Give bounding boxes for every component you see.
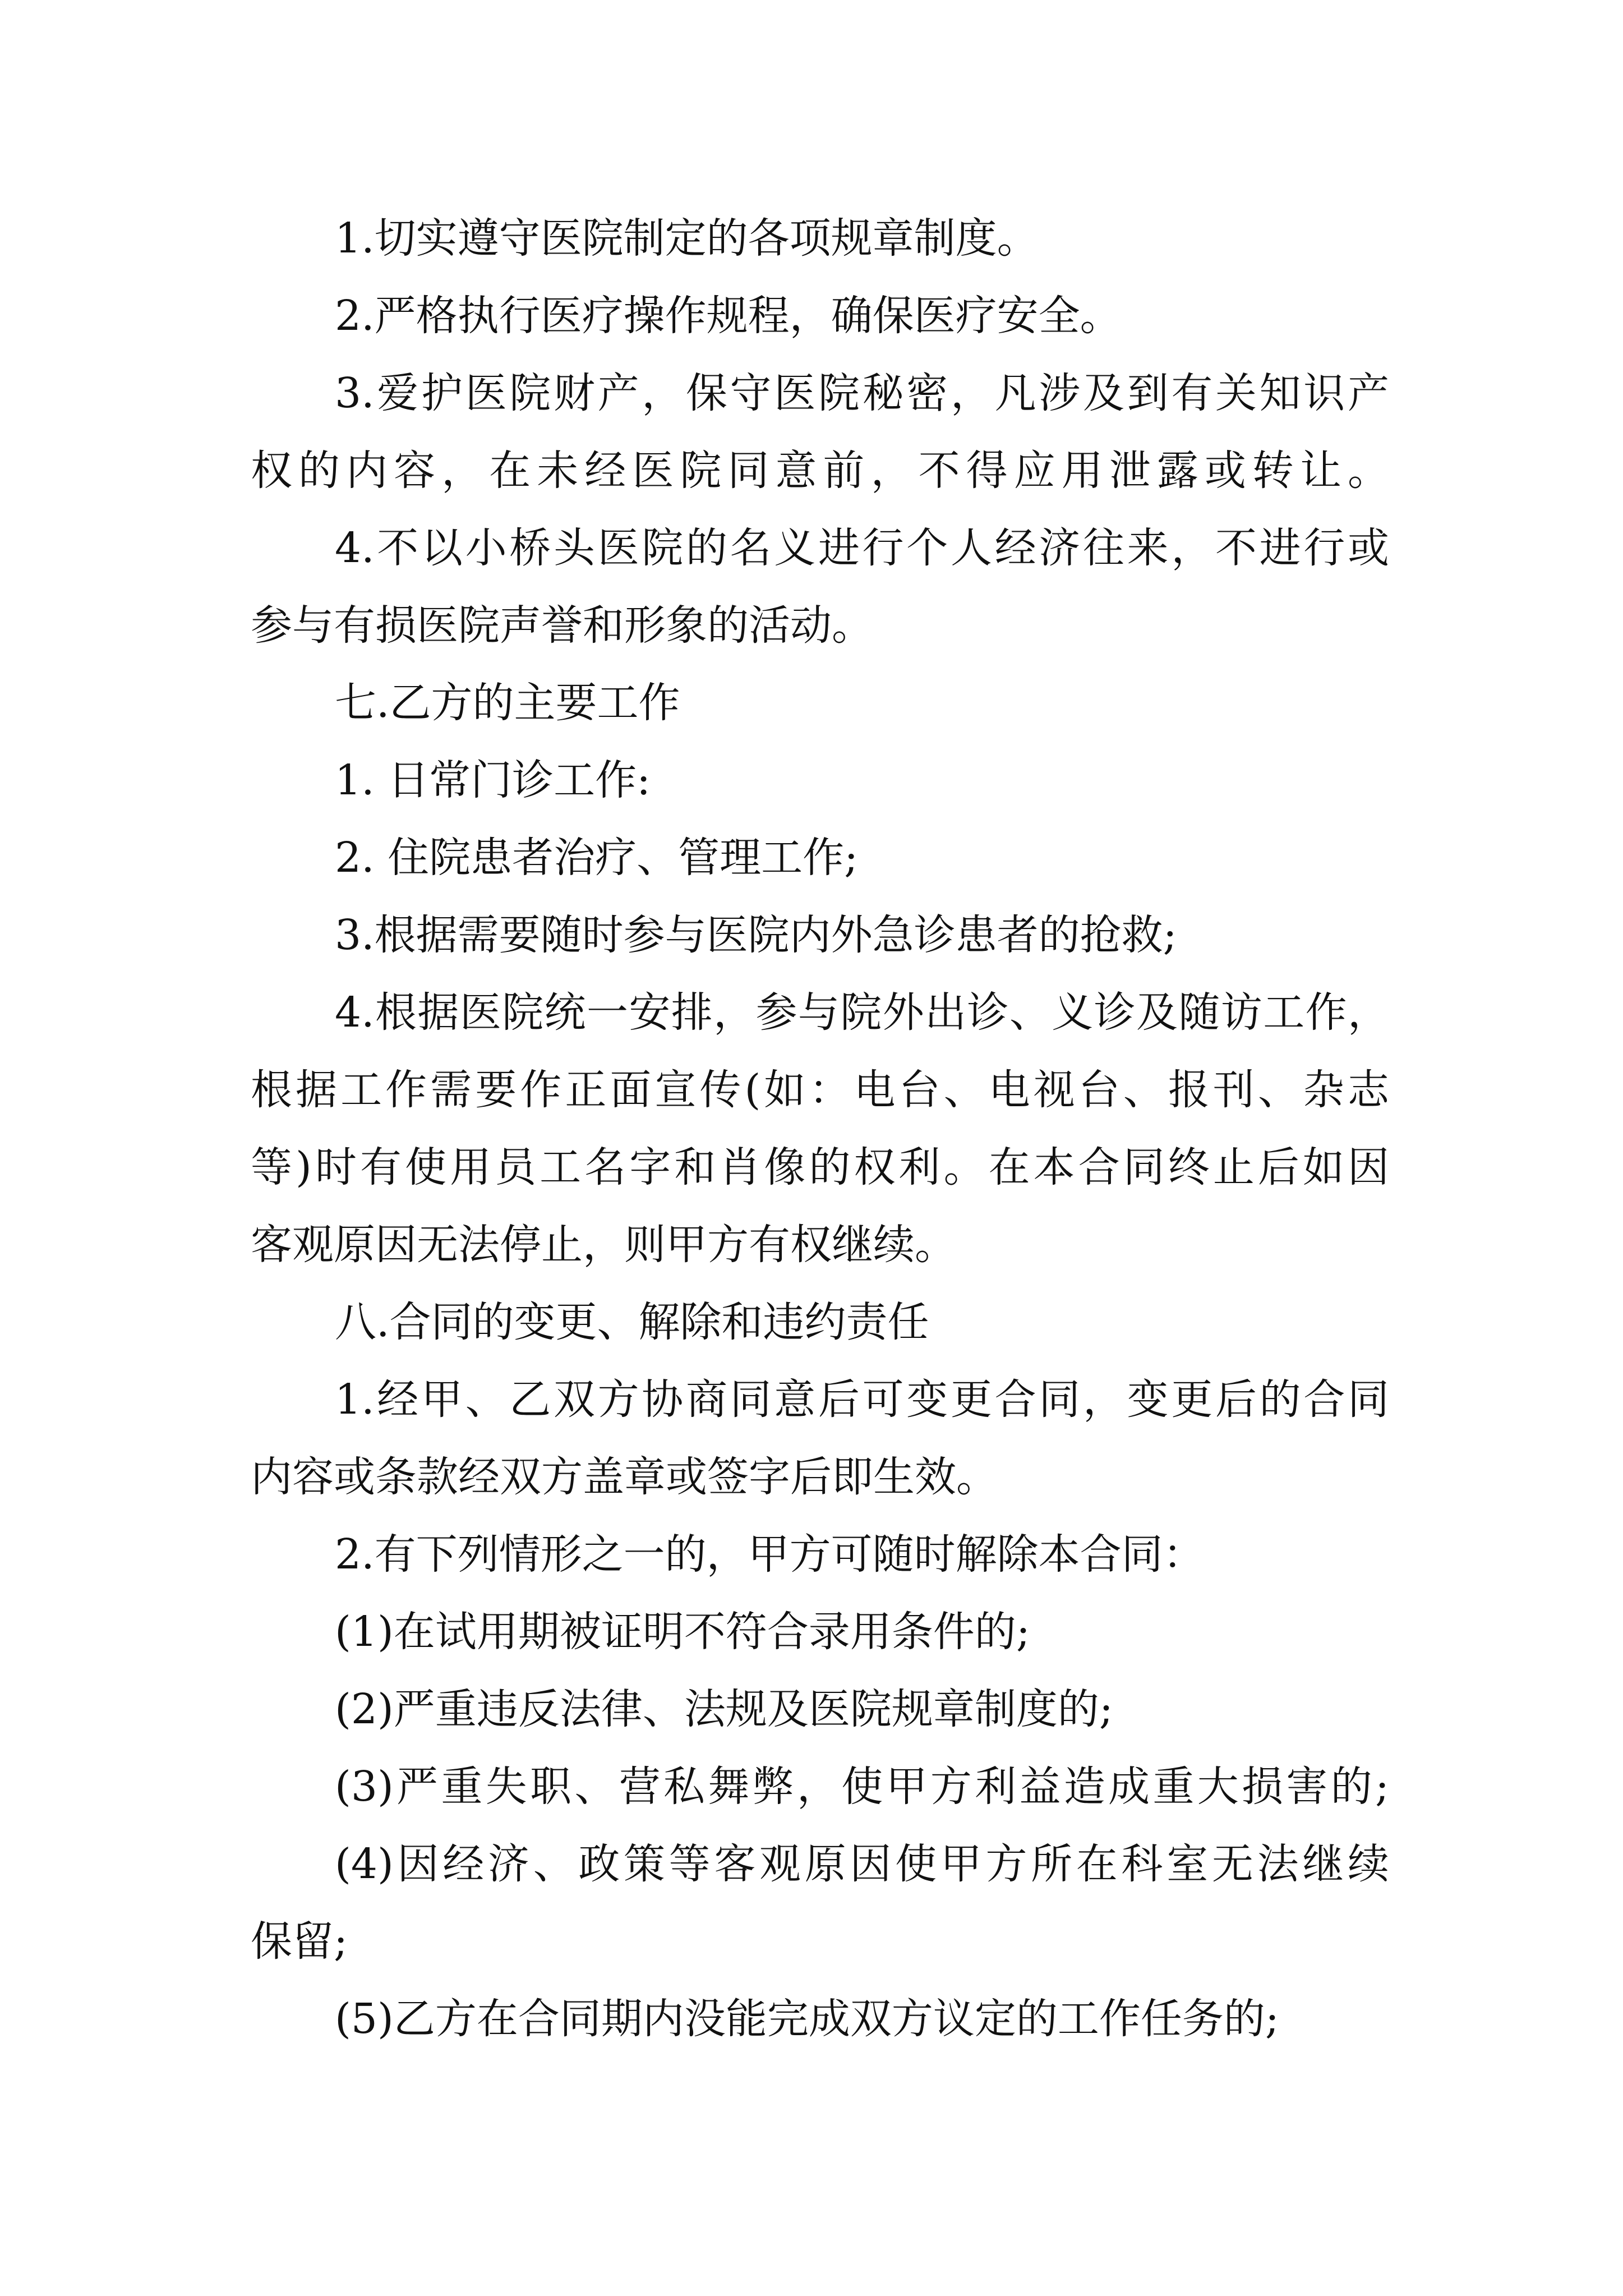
paragraph-line: 3.爱护医院财产，保守医院秘密，凡涉及到有关知识产 xyxy=(335,369,1389,417)
paragraph-line: 1.切实遵守医院制定的各项规章制度。 xyxy=(335,214,1039,263)
paragraph-line: 内容或条款经双方盖章或签字后即生效。 xyxy=(251,1453,998,1501)
list-item: (3)严重失职、营私舞弊，使甲方利益造成重大损害的; xyxy=(335,1763,1389,1811)
paragraph-line: 4.不以小桥头医院的名义进行个人经济往来，不进行或 xyxy=(335,524,1389,572)
paragraph-line: 客观原因无法停止，则甲方有权继续。 xyxy=(251,1221,956,1269)
paragraph-line: 4.根据医院统一安排，参与院外出诊、义诊及随访工作， xyxy=(335,988,1389,1037)
paragraph-line: 参与有损医院声誉和形象的活动。 xyxy=(251,601,873,650)
list-item: (5)乙方在合同期内没能完成双方议定的工作任务的; xyxy=(335,1995,1279,2043)
paragraph-line: 1.经甲、乙双方协商同意后可变更合同，变更后的合同 xyxy=(335,1375,1389,1424)
list-item: (2)严重违反法律、法规及医院规章制度的; xyxy=(335,1685,1113,1733)
paragraph-line: 权的内容，在未经医院同意前，不得应用泄露或转让。 xyxy=(251,447,1389,495)
section-heading: 七.乙方的主要工作 xyxy=(335,679,680,727)
paragraph-line: 根据工作需要作正面宣传(如：电台、电视台、报刊、杂志 xyxy=(251,1066,1389,1114)
paragraph-line: 等)时有使用员工名字和肖像的权利。在本合同终止后如因 xyxy=(251,1143,1389,1191)
paragraph-line: 3.根据需要随时参与医院内外急诊患者的抢救; xyxy=(335,911,1177,959)
section-heading: 八.合同的变更、解除和违约责任 xyxy=(335,1298,929,1346)
paragraph-line: 1. 日常门诊工作: xyxy=(335,756,651,804)
paragraph-line: 2.有下列情形之一的，甲方可随时解除本合同： xyxy=(335,1530,1205,1579)
list-item-continuation: 保留; xyxy=(251,1917,348,1966)
paragraph-line: 2. 住院患者治疗、管理工作; xyxy=(335,834,859,882)
list-item: (4)因经济、政策等客观原因使甲方所在科室无法继续 xyxy=(335,1840,1389,1888)
list-item: (1)在试用期被证明不符合录用条件的; xyxy=(335,1608,1030,1656)
paragraph-line: 2.严格执行医疗操作规程，确保医疗安全。 xyxy=(335,292,1122,340)
